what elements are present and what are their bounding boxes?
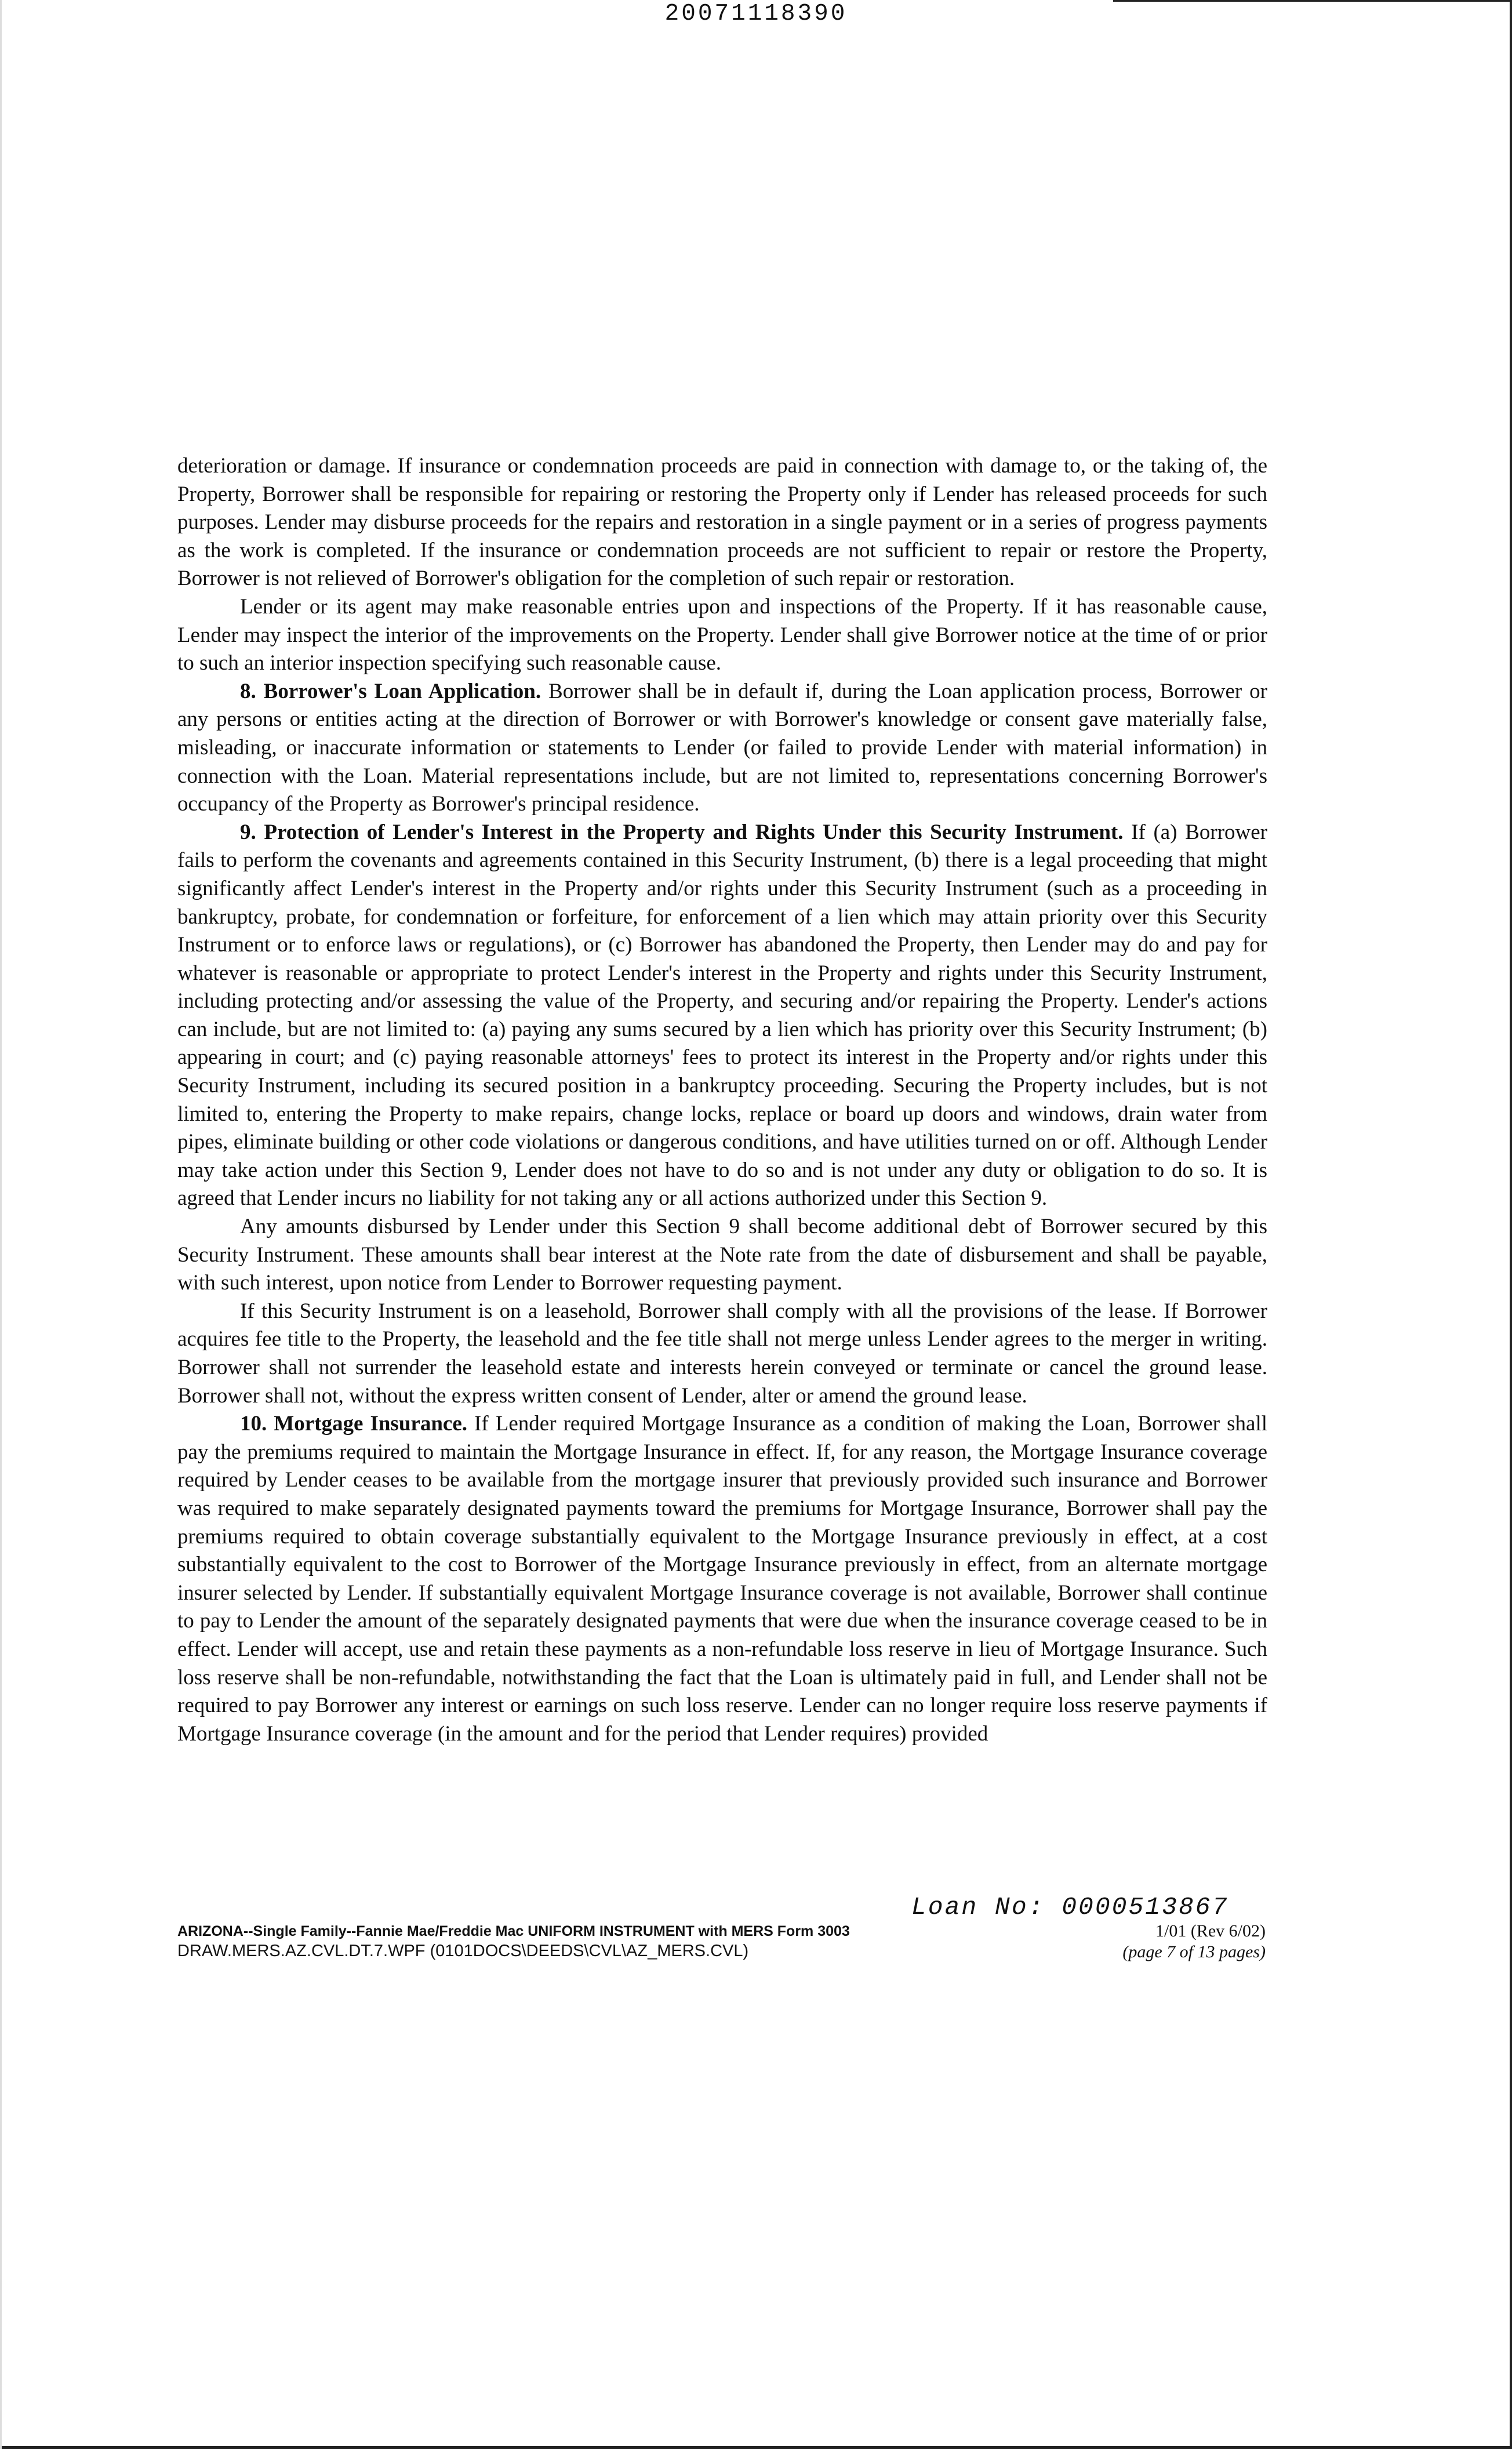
document-recording-number: 20071118390 (664, 1, 848, 27)
paragraph-amounts-disbursed (177, 1213, 1267, 1298)
paragraph-text: If (a) Borrower fails to perform the covenants and agreements contained in this Security Instrument, (b) there is a legal proceeding that might significantly affect Lender's interest in the Property and/or rights under this Security Instrument (such as a proceeding in bankruptcy, probate, for condemnation or forfeiture, for enforcement of a lien which may attain priority over this Security Instrument or to enforce laws or regulations), or (c) Borrower has abandoned the Property, then Lender may do and pay for whatever is reasonable or appropriate to protect Lender's interest in the Property and rights under this Security Instrument, including protecting and/or assessing the value of the Property, and securing and/or repairing the Property. Lender's actions can include, but are not limited to: (a) paying any sums secured by a lien which has priority over this Security Instrument; (b) appearing in court; and (c) paying reasonable attorneys' fees to protect its interest in the Property and/or rights under this Security Instrument, including its secured position in a bankruptcy proceeding. Securing the Property includes, but is not limited to, entering the Property to make repairs, change locks, replace or board up doors and windows, drain water from pipes, eliminate building or other code violations or dangerous conditions, and have utilities turned on or off. Although Lender may take action under this Section 9, Lender does not have to do so and is not under any duty or obligation to do so. It is agreed that Lender incurs no liability for not taking any or all actions authorized under this Section 9. (177, 820, 1267, 1211)
section-heading: 8. Borrower's Loan Application. (240, 679, 541, 703)
paragraph-text: deterioration or damage. If insurance or condemnation proceeds are paid in connection with damage to, or the taking of, the Property, Borrower shall be responsible for repairing or restoring the Property only if Lender has released proceeds for such purposes. Lender may disburse proceeds for the repairs and restoration in a single payment or in a series of progress payments as the work is completed. If the insurance or condemnation proceeds are not sufficient to repair or restore the Property, Borrower is not relieved of Borrower's obligation for the completion of such repair or restoration. (177, 454, 1267, 591)
footer-file-path: DRAW.MERS.AZ.CVL.DT.7.WPF (0101DOCS\DEEDS\CVL\AZ_MERS.CVL) (177, 1942, 749, 1960)
section-9-protection-of-lender-interest (177, 819, 1267, 1213)
paragraph-deterioration (177, 452, 1267, 593)
section-heading: 10. Mortgage Insurance. (240, 1412, 467, 1436)
page-border-bottom (0, 2446, 1512, 2449)
document-body (177, 452, 1267, 1748)
paragraph-text: If Lender required Mortgage Insurance as a condition of making the Loan, Borrower shall pay the premiums required to maintain the Mortgage Insurance in effect. If, for any reason, the Mortgage Insurance coverage required by Lender ceases to be available from the mortgage insurer that previously provided such insurance and Borrower was required to make separately designated payments toward the premiums for Mortgage Insurance, Borrower shall pay the premiums required to obtain coverage substantially equivalent to the Mortgage Insurance previously in effect, at a cost substantially equivalent to the cost to Borrower of the Mortgage Insurance previously in effect, from an alternate mortgage insurer selected by Lender. If substantially equivalent Mortgage Insurance coverage is not available, Borrower shall continue to pay to Lender the amount of the separately designated payments that were due when the insurance coverage ceased to be in effect. Lender will accept, use and retain these payments as a non-refundable loss reserve in lieu of Mortgage Insurance. Such loss reserve shall be non-refundable, notwithstanding the fact that the Loan is ultimately paid in full, and Lender shall not be required to pay Borrower any interest or earnings on such loss reserve. Lender can no longer require loss reserve payments if Mortgage Insurance coverage (in the amount and for the period that Lender requires) provided (177, 1412, 1268, 1746)
paragraph-text: Borrower shall be in default if, during the Loan application process, Borrower or any persons or entities acting at the direction of Borrower or with Borrower's knowledge or consent gave materially false, misleading, or inaccurate information or statements to Lender (or failed to provide Lender with material information) in connection with the Loan. Material representations include, but are not limited to, representations concerning Borrower's occupancy of the Property as Borrower's principal residence. (177, 679, 1267, 816)
section-8-loan-application (177, 678, 1267, 819)
section-10-mortgage-insurance (177, 1410, 1267, 1748)
paragraph-text: Lender or its agent may make reasonable entries upon and inspections of the Property. If it has reasonable cause, Lender may inspect the interior of the improvements on the Property. Lender shall give Borrower notice at the time of or prior to such an interior inspection specifying such reasonable cause. (177, 594, 1267, 675)
paragraph-text: If this Security Instrument is on a leasehold, Borrower shall comply with all the provisions of the lease. If Borrower acquires fee title to the Property, the leasehold and the fee title shall not merge unless Lender agrees to the merger in writing. Borrower shall not surrender the leasehold estate and interests herein conveyed or terminate or cancel the ground lease. Borrower shall not, without the express written consent of Lender, alter or amend the ground lease. (177, 1299, 1267, 1408)
section-heading: 9. Protection of Lender's Interest in the Property and Rights Under this Security Instrument. (240, 820, 1124, 844)
page-border-left (0, 0, 2, 2449)
page-border-right (1510, 0, 1512, 2449)
paragraph-leasehold (177, 1298, 1267, 1410)
footer-page-number: (page 7 of 13 pages) (1122, 1942, 1266, 1961)
paragraph-text: Any amounts disbursed by Lender under this Section 9 shall become additional debt of Borrower secured by this Security Instrument. These amounts shall bear interest at the Note rate from the date of disbursement and shall be payable, with such interest, upon notice from Lender to Borrower requesting payment. (177, 1215, 1267, 1295)
paragraph-inspections (177, 593, 1267, 678)
footer-revision: 1/01 (Rev 6/02) (1155, 1921, 1266, 1941)
loan-number: Loan No: 0000513867 (911, 1893, 1229, 1921)
footer-form-title: ARIZONA--Single Family--Fannie Mae/Freddie Mac UNIFORM INSTRUMENT with MERS Form 3003 (177, 1923, 850, 1939)
